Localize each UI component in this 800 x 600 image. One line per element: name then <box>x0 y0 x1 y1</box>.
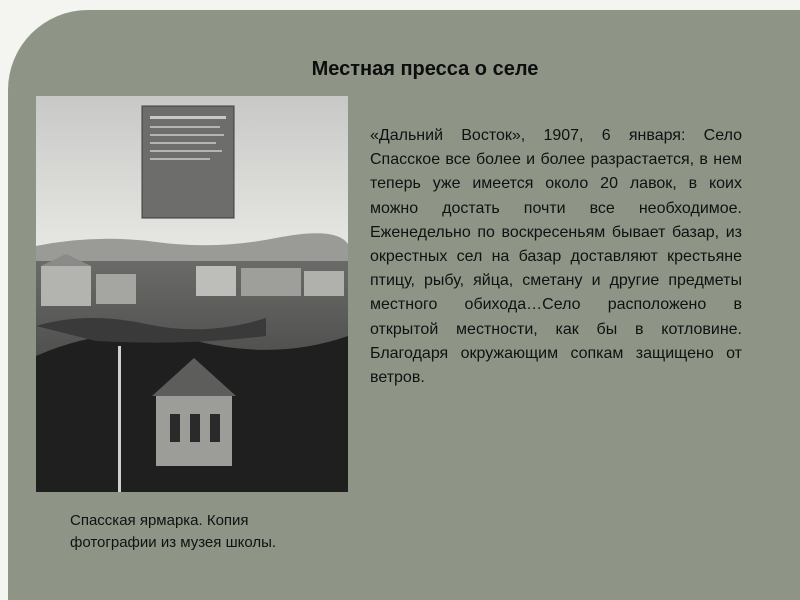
photo-caption: Спасская ярмарка. Копия фотографии из музея школы. <box>70 512 277 551</box>
slide-title: Местная пресса о селе <box>311 58 539 80</box>
fair-photo <box>36 96 348 492</box>
press-quote: «Дальний Восток», 1907, 6 января: Село Спасское все более и более разрастается, в нем теперь уже имеется около 20 лавок, в коих можно достать почти все необходимое. Еженедельно по воскресеньям бывает базар, из окрестных сел на базар доставляют крестьяне птицу, рыбу, яйца, сметану и другие предметы местного обихода…Село расположено в открытой местности, как бы в котловине. Благодаря окружающим сопкам защищено от ветров. <box>370 127 742 387</box>
fair-photo-image <box>36 96 348 492</box>
